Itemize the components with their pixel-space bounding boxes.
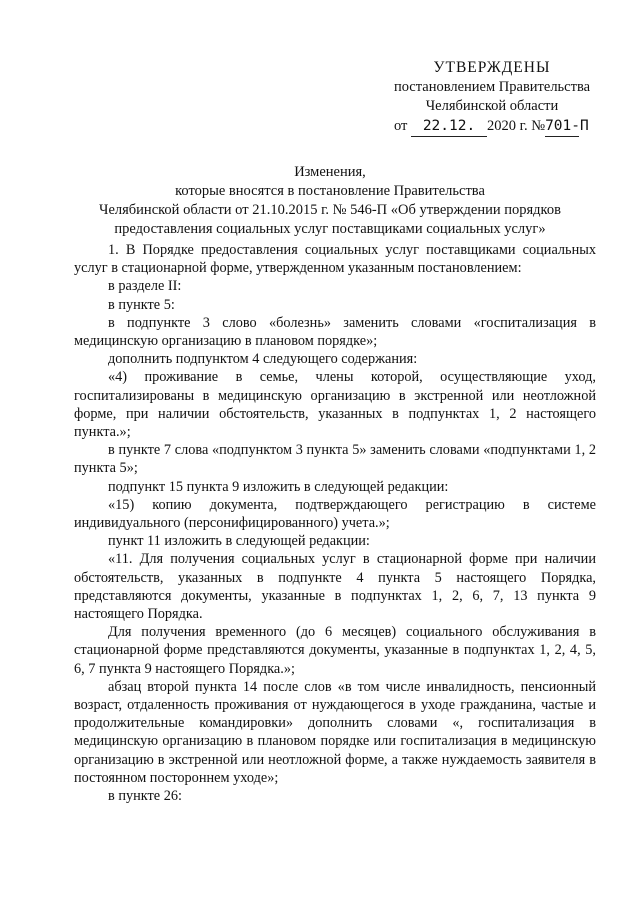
paragraph: в разделе II: bbox=[108, 278, 182, 295]
document-heading bbox=[60, 163, 600, 239]
paragraph: «4) проживание в семье, члены которой, осуществляющие уход, госпитализированы в медицинскую организацию в экстренной или неотложной форме, при наличии обстоятельств, указанных в подпунктах 1, 2 настоящего пункта.»; bbox=[74, 369, 596, 441]
paragraph: «11. Для получения социальных услуг в стационарной форме при наличии обстоятельств, указанных в подпункте 4 пункта 5 настоящего Порядка, представляются документы, указанные в подпунктах 1, 2, 6, 7, 13 пункта 9 настоящего Порядка. bbox=[74, 551, 596, 623]
handwritten-date: 22.12. bbox=[411, 117, 487, 138]
from-label: от bbox=[394, 117, 408, 134]
paragraph: «15) копию документа, подтверждающего регистрацию в системе индивидуального (персонифицированного) учета.»; bbox=[74, 496, 596, 532]
paragraph: в подпункте 3 слово «болезнь» заменить словами «госпитализация в медицинскую организацию в плановом порядке»; bbox=[74, 314, 596, 350]
handwritten-number: 701-П bbox=[545, 117, 579, 138]
heading-line-3: Челябинской области от 21.10.2015 г. № 546-П «Об утверждении порядков bbox=[99, 202, 561, 218]
paragraph: пункт 11 изложить в следующей редакции: bbox=[108, 533, 370, 550]
approval-line-2: Челябинской области bbox=[425, 98, 559, 114]
document-body bbox=[74, 241, 596, 805]
paragraph: подпункт 15 пункта 9 изложить в следующей редакции: bbox=[108, 478, 449, 495]
paragraph: дополнить подпунктом 4 следующего содержания: bbox=[108, 351, 418, 368]
approval-line-1: постановлением Правительства bbox=[393, 78, 591, 95]
heading-line-4: предоставления социальных услуг поставщиками социальных услуг» bbox=[114, 221, 546, 237]
paragraph: абзац второй пункта 14 после слов «в том числе инвалидность, пенсионный возраст, отдаленность проживания от нуждающегося в уходе гражданина, частые и продолжительные командировки» дополнить словами «, госпитализация в медицинскую организацию в плановом порядке или госпитализация в медицинскую организацию в экстренной или неотложной форме, а также нуждаемость заявителя в постоянном постороннем уходе»; bbox=[74, 678, 596, 786]
approval-title: УТВЕРЖДЕНЫ bbox=[433, 59, 551, 76]
heading-line-1: Изменения, bbox=[294, 164, 366, 180]
paragraph: в пункте 7 слова «подпунктом 3 пункта 5» заменить словами «подпунктами 1, 2 пункта 5»; bbox=[74, 442, 596, 477]
paragraph: в пункте 5: bbox=[108, 296, 175, 313]
approval-date-line bbox=[386, 117, 598, 138]
heading-line-2: которые вносятся в постановление Правительства bbox=[175, 183, 485, 199]
year-number-label: 2020 г. № bbox=[487, 117, 546, 134]
paragraph: в пункте 26: bbox=[108, 788, 182, 805]
approval-stamp bbox=[386, 58, 598, 137]
paragraph: 1. В Порядке предоставления социальных услуг поставщиками социальных услуг в стационарной форме, утвержденном указанным постановлением: bbox=[74, 242, 596, 277]
paragraph: Для получения временного (до 6 месяцев) социального обслуживания в стационарной форме представляются документы, указанные в подпунктах 1, 2, 4, 5, 6, 7 пункта 9 настоящего Порядка.»; bbox=[74, 624, 596, 677]
